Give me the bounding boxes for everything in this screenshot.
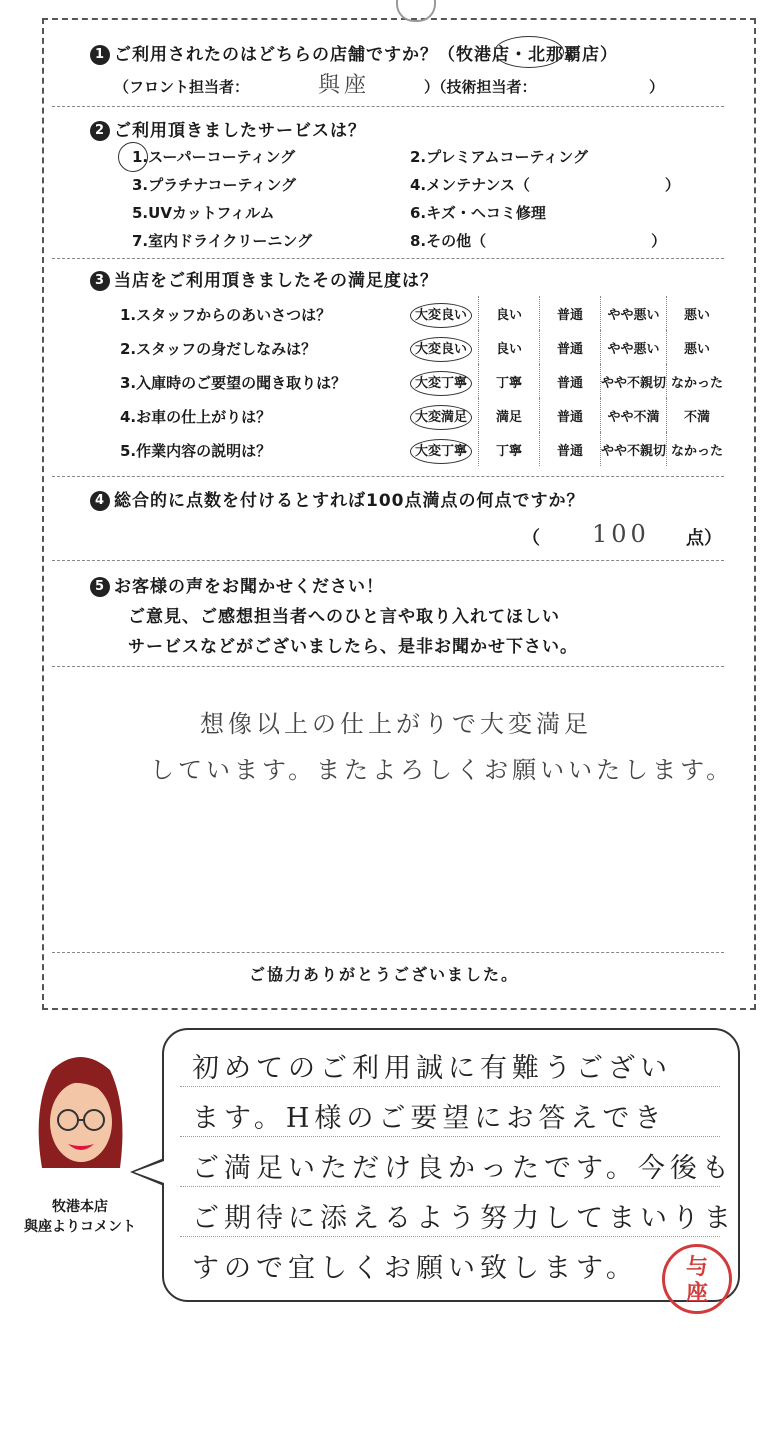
rating-option-selected: 大変良い (404, 296, 479, 330)
rating-question: 3.入庫時のご要望の聞き取りは？ (120, 374, 347, 392)
rating-option: 普通 (540, 432, 601, 466)
question-5-line-3: サービスなどがございましたら、是非お聞かせ下さい。 (128, 637, 578, 657)
divider (52, 106, 724, 107)
rating-option-selected: 大変丁寧 (404, 364, 479, 398)
rating-row (404, 330, 727, 364)
rating-option: 悪い (667, 296, 728, 330)
stamp-char: 与 (685, 1255, 708, 1280)
divider (52, 560, 724, 561)
question-2-text: ご利用頂きましたサービスは？ (114, 121, 366, 141)
service-option: 3.プラチナコーティング (132, 176, 297, 194)
rating-option: 普通 (540, 364, 601, 398)
tech-staff-label: ）（技術担当者： ） (424, 78, 665, 96)
rating-option: 丁寧 (479, 432, 540, 466)
ruled-line (180, 1136, 720, 1137)
rating-option: やや悪い (601, 330, 667, 364)
staff-comment-line: すので宜しくお願い致します。 (192, 1253, 638, 1284)
front-staff-label: （フロント担当者： (114, 78, 250, 96)
rating-option: 普通 (540, 398, 601, 432)
divider (52, 952, 724, 953)
rating-question: 1.スタッフからのあいさつは？ (120, 306, 332, 324)
rating-row (404, 398, 727, 432)
thanks-message: ご協力ありがとうございました。 (248, 965, 519, 984)
question-1-text: ご利用されたのはどちらの店舗ですか？（牧港店・北那覇店） (114, 45, 618, 65)
divider (52, 476, 724, 477)
rating-option: やや不満 (601, 398, 667, 432)
rating-option: 悪い (667, 330, 728, 364)
staff-comment-line: ます。H様のご要望にお答えでき (192, 1103, 667, 1134)
staff-comment-line: ご満足いただけ良かったです。今後も (192, 1153, 734, 1184)
staff-caption-store: 牧港本店 (52, 1199, 108, 1215)
service-option: 2.プレミアムコーティング (410, 148, 588, 166)
customer-comment-line-2: しています。またよろしくお願いいたします。 (150, 756, 735, 784)
score-unit: 点） (686, 528, 722, 549)
service-option: 8.その他（ ） (410, 232, 667, 250)
rating-question: 2.スタッフの身だしなみは？ (120, 340, 317, 358)
question-3-text: 当店をご利用頂きましたその満足度は？ (114, 271, 438, 291)
question-5-text: お客様の声をお聞かせください！ (114, 577, 384, 597)
rating-option: やや不親切 (601, 364, 667, 398)
rating-question: 5.作業内容の説明は？ (120, 442, 272, 460)
divider (52, 666, 724, 667)
service-option: 5.UVカットフィルム (132, 204, 275, 222)
question-3 (90, 266, 438, 291)
front-staff-value: 與座 (318, 73, 371, 98)
score-open-paren: （ (522, 528, 540, 549)
rating-option: なかった (667, 432, 728, 466)
rating-option: 普通 (540, 330, 601, 364)
selected-service-circle (118, 142, 148, 172)
question-number-badge: 2 (90, 121, 110, 141)
staff-comment-line: 初めてのご利用誠に有難うござい (192, 1053, 672, 1084)
rating-option: 満足 (479, 398, 540, 432)
ruled-line (180, 1086, 720, 1087)
name-seal-stamp (662, 1244, 732, 1314)
service-option: 4.メンテナンス（ ） (410, 176, 680, 194)
question-2 (90, 116, 366, 141)
customer-comment-line-1: 想像以上の仕上がりで大変満足 (200, 710, 592, 738)
staff-caption-name: 與座よりコメント (24, 1219, 136, 1235)
rating-option: 良い (479, 296, 540, 330)
rating-option-selected: 大変良い (404, 330, 479, 364)
rating-option-selected: 大変満足 (404, 398, 479, 432)
rating-option: 普通 (540, 296, 601, 330)
score-value: 100 (592, 520, 650, 548)
rating-table (404, 296, 727, 466)
service-option: 7.室内ドライクリーニング (132, 232, 313, 250)
service-option: 1.スーパーコーティング (132, 148, 296, 166)
selected-store-circle (494, 36, 564, 68)
rating-row (404, 364, 727, 398)
question-number-badge: 1 (90, 45, 110, 65)
question-number-badge: 3 (90, 271, 110, 291)
question-4 (90, 486, 585, 511)
staff-avatar-icon (28, 1048, 132, 1188)
rating-option: やや不親切 (601, 432, 667, 466)
service-option: 6.キズ・ヘコミ修理 (410, 204, 546, 222)
question-4-text: 総合的に点数を付けるとすれば100点満点の何点ですか？ (114, 491, 585, 511)
rating-row (404, 296, 727, 330)
rating-option: 丁寧 (479, 364, 540, 398)
question-number-badge: 5 (90, 577, 110, 597)
rating-question: 4.お車の仕上がりは？ (120, 408, 272, 426)
divider (52, 258, 724, 259)
rating-option-selected: 大変丁寧 (404, 432, 479, 466)
rating-row (404, 432, 727, 466)
staff-comment-line: ご期待に添えるよう努力してまいりま (192, 1203, 736, 1234)
rating-option: 良い (479, 330, 540, 364)
ruled-line (180, 1236, 720, 1237)
question-number-badge: 4 (90, 491, 110, 511)
ruled-line (180, 1186, 720, 1187)
question-5-line-2: ご意見、ご感想担当者へのひと言や取り入れてほしい (128, 607, 560, 627)
rating-option: やや悪い (601, 296, 667, 330)
question-5 (90, 572, 384, 597)
stamp-char: 座 (685, 1281, 708, 1306)
rating-option: 不満 (667, 398, 728, 432)
rating-option: なかった (667, 364, 728, 398)
